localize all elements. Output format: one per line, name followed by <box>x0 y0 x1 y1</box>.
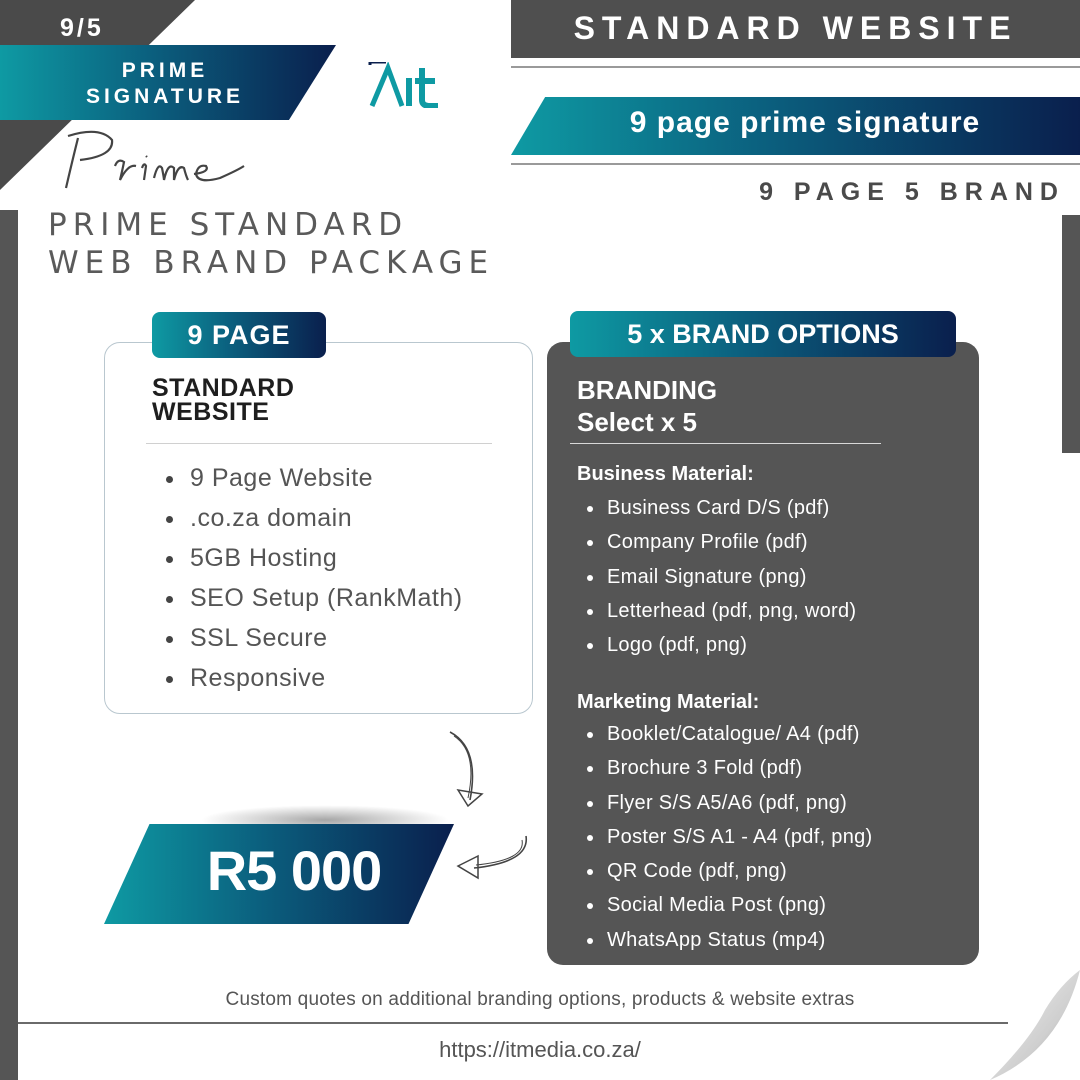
list-item: QR Code (pdf, png) <box>585 856 873 890</box>
website-card-title <box>152 376 294 424</box>
website-card-title-line1: STANDARD <box>152 374 295 402</box>
divider <box>570 443 881 444</box>
list-item: Responsive <box>164 660 463 700</box>
prime-signature-line2: SIGNATURE <box>85 85 245 108</box>
list-item: Email Signature (png) <box>585 562 856 596</box>
business-material-heading: Business Material: <box>577 463 754 485</box>
brand-card-title <box>577 374 717 438</box>
package-title-line1: PRIME STANDARD <box>48 207 409 243</box>
list-item: Logo (pdf, png) <box>585 630 856 664</box>
footer-note: Custom quotes on additional branding options, products & website extras <box>225 989 855 1010</box>
list-item: Brochure 3 Fold (pdf) <box>585 753 873 787</box>
list-item: Business Card D/S (pdf) <box>585 493 856 527</box>
left-accent-strip <box>0 210 18 1080</box>
list-item: WhatsApp Status (mp4) <box>585 925 873 959</box>
list-item: Letterhead (pdf, png, word) <box>585 596 856 630</box>
page-curl-icon <box>990 970 1080 1080</box>
brand-card-title-line2: Select x 5 <box>577 407 697 437</box>
prime-script-icon <box>60 122 250 194</box>
list-item: Company Profile (pdf) <box>585 527 856 561</box>
brand-card-title-line1: BRANDING <box>577 375 718 405</box>
business-material-list <box>585 493 856 664</box>
divider <box>511 66 1080 68</box>
marketing-material-heading: Marketing Material: <box>577 691 760 713</box>
website-card-title-line2: WEBSITE <box>152 398 270 426</box>
standard-website-heading: STANDARD WEBSITE <box>573 10 1018 46</box>
list-item: 5GB Hosting <box>164 540 463 580</box>
package-title <box>48 206 494 282</box>
marketing-material-list <box>585 719 873 959</box>
prime-signature-label <box>0 58 330 110</box>
curved-arrow-icon <box>440 728 500 813</box>
right-accent-strip <box>1062 215 1080 453</box>
list-item: Flyer S/S A5/A6 (pdf, png) <box>585 788 873 822</box>
page-brand-subtitle: 9 PAGE 5 BRAND <box>759 178 1065 206</box>
ait-logo-icon <box>368 62 442 108</box>
list-item: Booklet/Catalogue/ A4 (pdf) <box>585 719 873 753</box>
website-card-tab: 9 PAGE <box>152 312 326 358</box>
list-item: Social Media Post (png) <box>585 890 873 924</box>
curved-arrow-icon <box>450 832 535 892</box>
list-item: .co.za domain <box>164 500 463 540</box>
package-title-line2: WEB BRAND PACKAGE <box>48 245 495 281</box>
website-feature-list <box>164 460 463 700</box>
list-item: SSL Secure <box>164 620 463 660</box>
list-item: SEO Setup (RankMath) <box>164 580 463 620</box>
list-item: 9 Page Website <box>164 460 463 500</box>
footer-divider <box>18 1022 1008 1024</box>
divider <box>511 163 1080 165</box>
list-item: Poster S/S A1 - A4 (pdf, png) <box>585 822 873 856</box>
prime-signature-line1: PRIME <box>121 59 209 82</box>
brand-card-tab: 5 x BRAND OPTIONS <box>570 311 956 357</box>
corner-badge: 9/5 <box>60 14 104 42</box>
divider <box>146 443 492 444</box>
price-label: R5 000 <box>206 839 382 902</box>
nine-page-banner-text: 9 page prime signature <box>629 106 981 139</box>
website-link[interactable]: https://itmedia.co.za/ <box>439 1037 641 1062</box>
